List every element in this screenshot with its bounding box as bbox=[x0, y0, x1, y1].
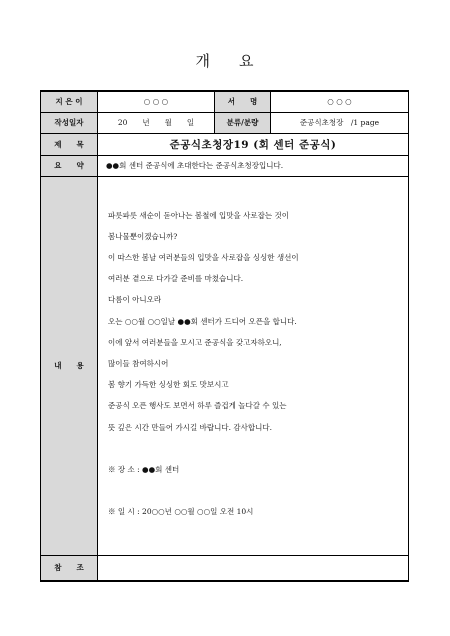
summary-value: ●●회 센터 준공식에 초대한다는 준공식초청장입니다. bbox=[98, 155, 409, 176]
content-line: 오는 ○○월 ○○일날 ●●회 센터가 드디어 오픈을 합니다. bbox=[108, 316, 297, 326]
datetime-line: ※ 일 시 : 20○○년 ○○월 ○○일 오전 10시 bbox=[108, 507, 254, 517]
subject-value: 준공식초청장19 (회 센터 준공식) bbox=[98, 133, 409, 155]
reference-label: 참 조 bbox=[41, 555, 98, 581]
author-label: 지 은 이 bbox=[41, 91, 98, 112]
content-body bbox=[98, 176, 409, 555]
content-line: 봄 향기 가득한 싱싱한 회도 맛보시고 bbox=[108, 380, 229, 390]
content-line: 준공식 오픈 행사도 보면서 하루 즐겁게 놀다갈 수 있는 bbox=[108, 401, 287, 411]
content-blank-line bbox=[108, 438, 400, 459]
content-blank-line bbox=[108, 480, 400, 501]
summary-label: 요 약 bbox=[41, 155, 98, 176]
author-value: ○ ○ ○ bbox=[98, 91, 215, 112]
content-line: 이 따스한 봄날 여러분들의 입맛을 사로잡을 싱싱한 생선이 bbox=[108, 252, 299, 262]
document-title bbox=[0, 50, 450, 71]
content-line: 봄나물뿐이겠습니까? bbox=[108, 231, 178, 241]
content-label: 내 용 bbox=[41, 176, 98, 555]
content-line: 여러분 곁으로 다가갈 준비를 마쳤습니다. bbox=[108, 274, 244, 284]
category-label: 분류/분량 bbox=[215, 112, 271, 133]
content-line: 다름이 아니오라 bbox=[108, 295, 162, 305]
title-char-2: 요 bbox=[239, 52, 255, 70]
subject-label: 제 목 bbox=[41, 133, 98, 155]
content-line: 파릇파릇 새순이 돋아나는 봄철에 입맛을 사로잡는 것이 bbox=[108, 210, 289, 220]
name-label: 서 명 bbox=[215, 91, 271, 112]
location-line: ※ 장 소 : ●●회 센터 bbox=[108, 464, 180, 474]
content-line: 뜻 깊은 시간 만들어 가시길 바랍니다. 감사합니다. bbox=[108, 422, 272, 432]
category-value: 준공식초청장 /1 page bbox=[271, 112, 409, 133]
reference-value bbox=[98, 555, 409, 581]
date-value: 20 년 월 일 bbox=[98, 112, 215, 133]
content-line: 많이들 참여하시어 bbox=[108, 358, 169, 368]
date-label: 작성일자 bbox=[41, 112, 98, 133]
name-value: ○ ○ ○ bbox=[271, 91, 409, 112]
summary-form bbox=[40, 90, 409, 582]
title-char-1: 개 bbox=[195, 52, 211, 70]
content-line: 이에 앞서 여러분들을 모시고 준공식을 갖고자하오니, bbox=[108, 337, 282, 347]
